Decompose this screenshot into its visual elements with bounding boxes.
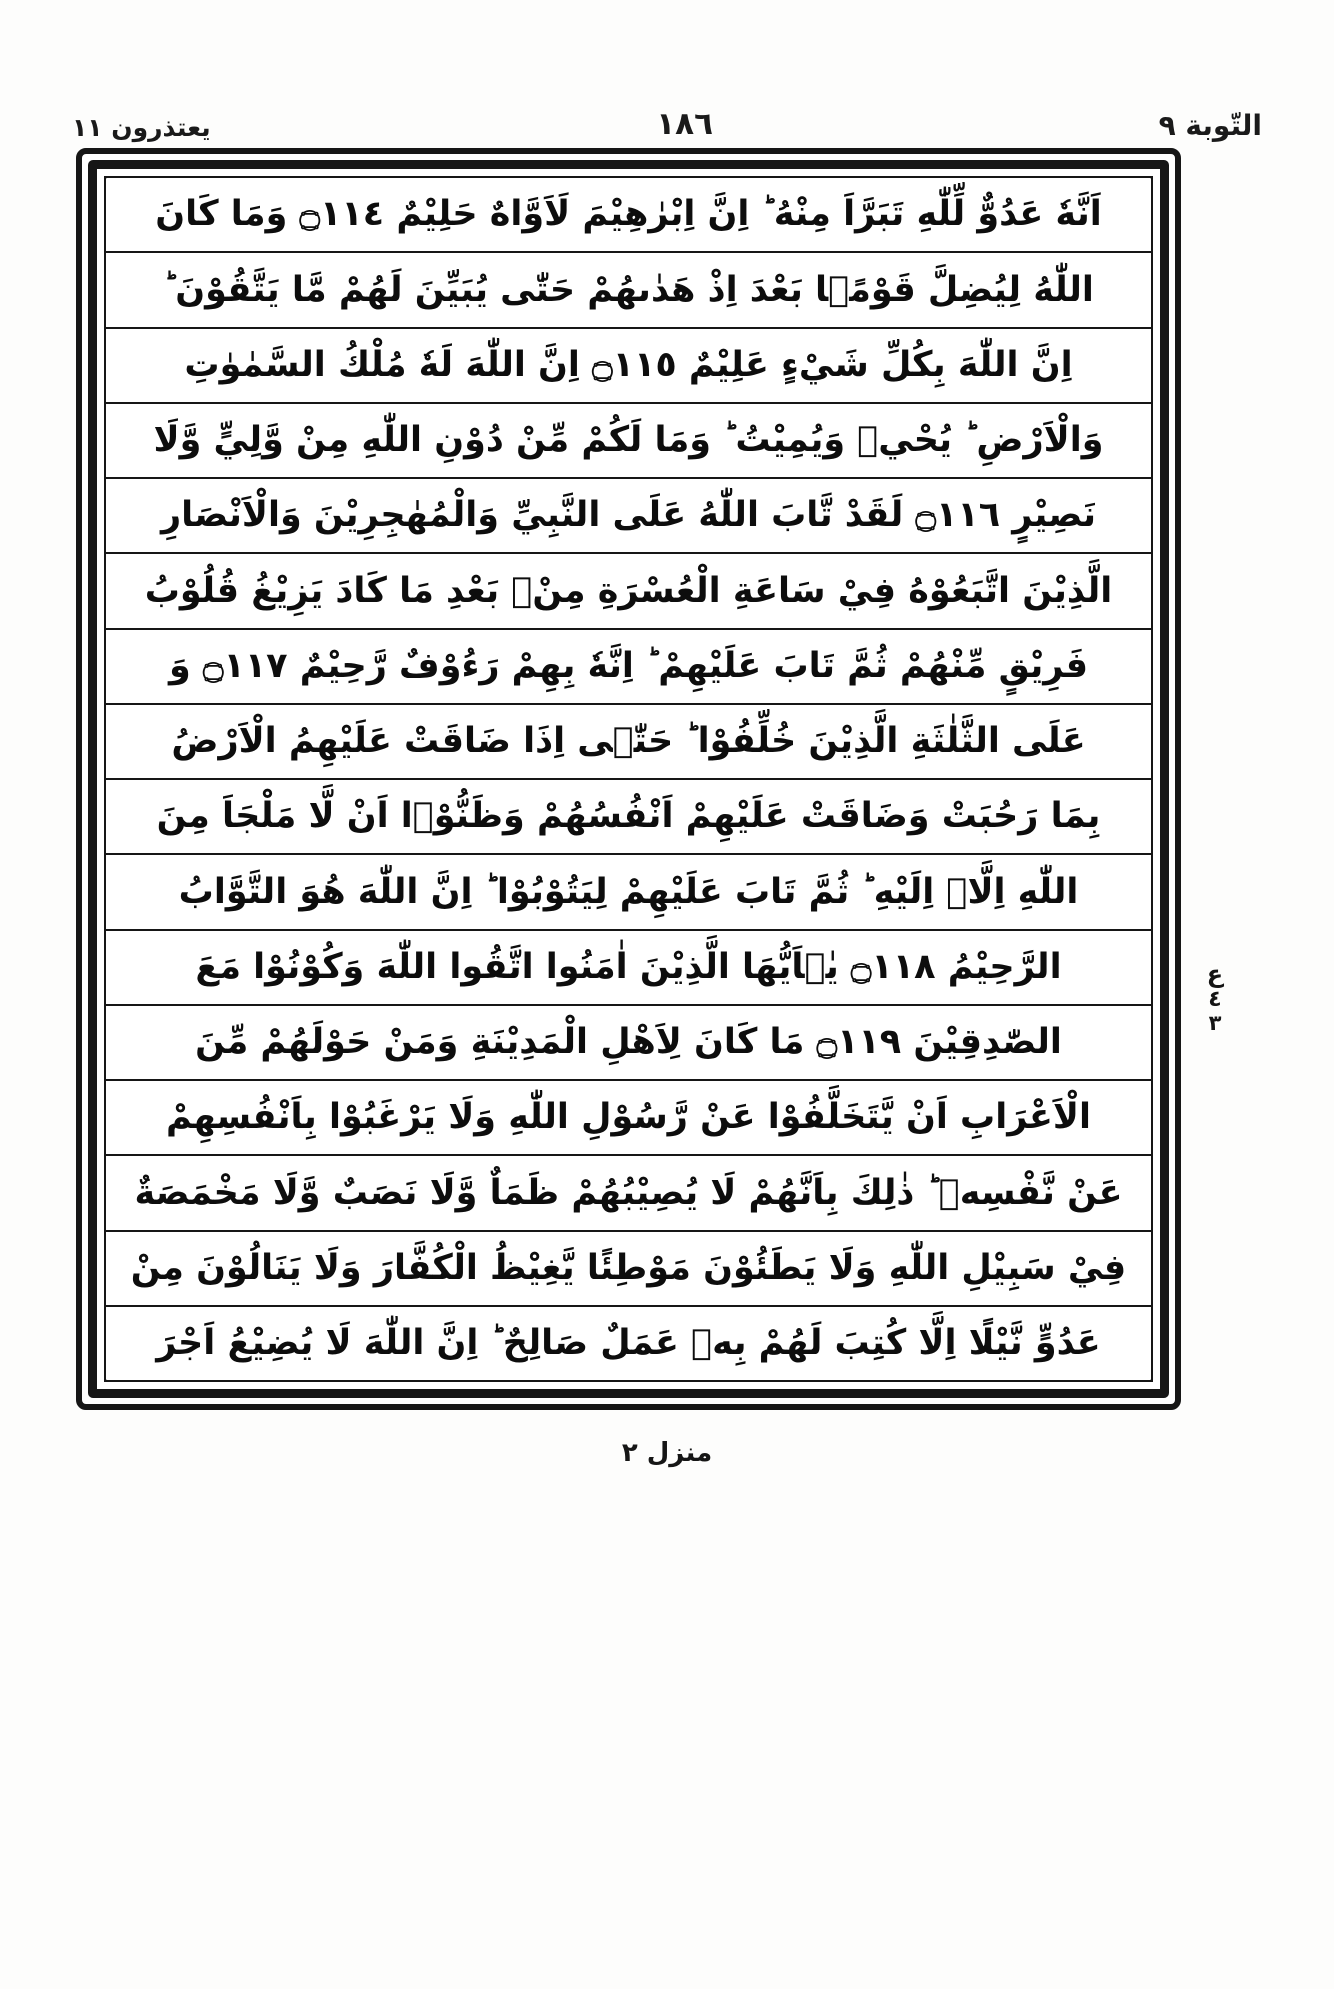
page-footer (0, 1438, 1334, 1468)
quran-line-text: عَنْ نَّفْسِهٖ ؕ ذٰلِكَ بِاَنَّهُمْ لَا يُصِيْبُهُمْ ظَمَاٌ وَّلَا نَصَبٌ وَّلَا مَخْمَصَةٌ (134, 1172, 1123, 1213)
rub-hizb-side-marker (1192, 962, 1238, 1034)
quran-line-text: نَصِيْرٍ ۝١١٦ لَقَدْ تَّابَ اللّٰهُ عَلَى النَّبِيِّ وَالْمُهٰجِرِيْنَ وَالْاَنْصَارِ (160, 495, 1096, 536)
quran-line (106, 1232, 1151, 1307)
quran-line-text: اللّٰهِ اِلَّاۤ اِلَيْهِ ؕ ثُمَّ تَابَ عَلَيْهِمْ لِيَتُوْبُوْا ؕ اِنَّ اللّٰهَ هُوَ التَّوَّابُ (178, 871, 1079, 912)
header-surah-title: التّوبة ٩ (1158, 109, 1262, 142)
quran-line (106, 855, 1151, 930)
quran-line-text: اللّٰهُ لِيُضِلَّ قَوْمًۢا بَعْدَ اِذْ هَدٰىهُمْ حَتّٰى يُبَيِّنَ لَهُمْ مَّا يَتَّقُوْنَ ؕ (163, 269, 1094, 310)
quran-line-text: اِنَّ اللّٰهَ بِكُلِّ شَيْءٍ عَلِيْمٌ ۝١١٥ اِنَّ اللّٰهَ لَهٗ مُلْكُ السَّمٰوٰتِ (184, 344, 1073, 385)
footer-manzil-label: منزل ٢ (621, 1438, 713, 1468)
quran-line (106, 630, 1151, 705)
quran-line (106, 329, 1151, 404)
text-frame-outer (76, 148, 1181, 1410)
quran-line-list (106, 178, 1151, 1380)
quran-line-text: اَنَّهٗ عَدُوٌّ لِّلّٰهِ تَبَرَّاَ مِنْهُ ؕ اِنَّ اِبْرٰهِيْمَ لَاَوَّاهٌ حَلِيْمٌ ۝١١٤ وَمَا كَانَ (155, 194, 1102, 235)
side-marker-ruku-glyph: ع (1206, 960, 1224, 988)
quran-line-text: الَّذِيْنَ اتَّبَعُوْهُ فِيْ سَاعَةِ الْعُسْرَةِ مِنْۢ بَعْدِ مَا كَادَ يَزِيْغُ قُلُوْبُ (144, 570, 1113, 611)
quran-line-text: عَلَى الثَّلٰثَةِ الَّذِيْنَ خُلِّفُوْا ؕ حَتّٰۤى اِذَا ضَاقَتْ عَلَيْهِمُ الْاَرْضُ (171, 721, 1086, 761)
quran-line (106, 705, 1151, 780)
quran-line (106, 404, 1151, 479)
quran-line-text: بِمَا رَحُبَتْ وَضَاقَتْ عَلَيْهِمْ اَنْفُسُهُمْ وَظَنُّوْۤا اَنْ لَّا مَلْجَاَ مِنَ (156, 796, 1101, 837)
quran-line-text: الصّٰدِقِيْنَ ۝١١٩ مَا كَانَ لِاَهْلِ الْمَدِيْنَةِ وَمَنْ حَوْلَهُمْ مِّنَ (195, 1022, 1062, 1062)
quran-line (106, 780, 1151, 855)
quran-line-text: الرَّحِيْمُ ۝١١٨ يٰۤاَيُّهَا الَّذِيْنَ اٰمَنُوا اتَّقُوا اللّٰهَ وَكُوْنُوْا مَعَ (195, 946, 1062, 987)
header-page-number: ١٨٦ (656, 106, 713, 142)
quran-line (106, 1307, 1151, 1380)
side-marker-number-upper: ٤ (1208, 986, 1222, 1012)
quran-line-text: وَالْاَرْضِ ؕ يُحْيٖ وَيُمِيْتُ ؕ وَمَا لَكُمْ مِّنْ دُوْنِ اللّٰهِ مِنْ وَّلِيٍّ وَّلَا (153, 420, 1104, 460)
quran-line (106, 554, 1151, 629)
quran-line (106, 1006, 1151, 1081)
quran-line (106, 253, 1151, 328)
text-frame-inner (104, 176, 1153, 1382)
header-juz-title: يعتذرون ١١ (72, 113, 211, 142)
quran-line (106, 931, 1151, 1006)
quran-line (106, 1156, 1151, 1231)
quran-line-text: الْاَعْرَابِ اَنْ يَّتَخَلَّفُوْا عَنْ رَّسُوْلِ اللّٰهِ وَلَا يَرْغَبُوْا بِاَنْفُسِهِمْ (166, 1097, 1091, 1138)
quran-line (106, 479, 1151, 554)
side-marker-number-lower: ٣ (1208, 1010, 1222, 1035)
page-header (72, 88, 1262, 140)
quran-line-text: عَدُوٍّ نَّيْلًا اِلَّا كُتِبَ لَهُمْ بِهٖ عَمَلٌ صَالِحٌ ؕ اِنَّ اللّٰهَ لَا يُضِيْعُ اَجْرَ (156, 1323, 1101, 1363)
quran-line-text: فَرِيْقٍ مِّنْهُمْ ثُمَّ تَابَ عَلَيْهِمْ ؕ اِنَّهٗ بِهِمْ رَءُوْفٌ رَّحِيْمٌ ۝١١٧ وَ (169, 645, 1088, 686)
quran-line (106, 1081, 1151, 1156)
quran-line (106, 178, 1151, 253)
quran-line-text: فِيْ سَبِيْلِ اللّٰهِ وَلَا يَطَئُوْنَ مَوْطِئًا يَّغِيْظُ الْكُفَّارَ وَلَا يَنَالُوْنَ مِنْ (130, 1247, 1127, 1288)
